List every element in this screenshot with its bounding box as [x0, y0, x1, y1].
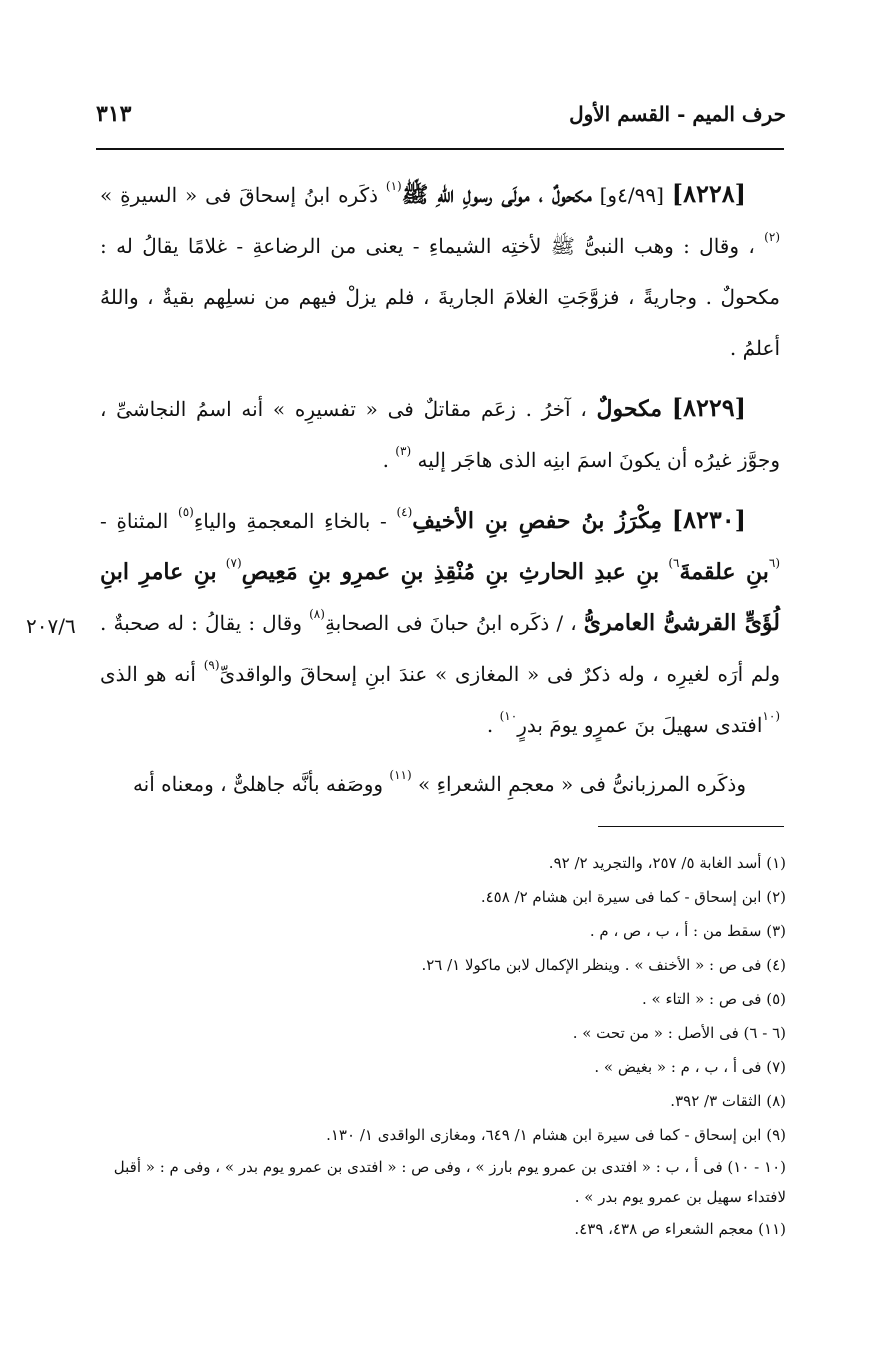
footnote-marker: (٩): [203, 658, 220, 672]
entry-number: [٨٢٢٨]: [671, 179, 747, 208]
running-head: حرف الميم - القسم الأول: [569, 102, 786, 126]
footnote: (٣) سقط من : أ ، ب ، ص ، م .: [589, 922, 786, 940]
footnote: (٤) فى ص : « الأخنف » . وينظر الإكمال لابن ماكولا ١/ ٢٦.: [421, 956, 786, 974]
footnote: (٧) فى أ ، ب ، م : « بغيض » .: [594, 1058, 786, 1076]
entry-text: ، / ذكَره ابنُ حبانَ فى الصحابةِ: [324, 611, 577, 635]
footnote-marker: ١٠): [499, 709, 518, 723]
entry-8230: [100, 494, 780, 751]
header-rule: [96, 148, 784, 150]
footnote: (١) أسد الغابة ٥/ ٢٥٧، والتجريد ٢/ ٩٢.: [548, 854, 786, 872]
footnote-marker: (١): [385, 179, 402, 193]
entry-text: أنه هو الذى: [100, 662, 196, 686]
footnote: (٥) فى ص : « التاء » .: [641, 990, 786, 1008]
footnote-marker: (٧): [225, 556, 242, 570]
entry-name: بنِ عبدِ الحارثِ بنِ مُنْقِذِ بنِ عمرِو بنِ مَعِيصِ: [241, 559, 660, 585]
footnote-rule: [598, 826, 784, 827]
footnote: (٦ - ٦) فى الأصل : « من تحت » .: [572, 1024, 786, 1042]
entry-text: ووصَفه بأنَّه جاهلىٌّ ، ومعناه أنه: [132, 772, 384, 796]
entry-text: وذكَره المرزبانىُّ فى « معجمِ الشعراءِ »: [418, 772, 746, 796]
entry-8228: [100, 168, 780, 374]
entry-text: ذكَره ابنُ إسحاقَ فى « السيرةِ »: [100, 183, 379, 207]
footnote-marker: (٤): [396, 505, 413, 519]
footnote-marker: (٣): [395, 444, 412, 458]
entry-name: مكحولٌ ، مولَى رسولِ اللهِ ﷺ: [401, 182, 592, 208]
entry-continuation: [100, 759, 780, 810]
footnote-marker: (٥): [178, 505, 194, 519]
page-header: [96, 96, 786, 132]
entry-name: بنِ علقمةَ: [679, 559, 769, 585]
entry-text: افتدى سهيلَ بنَ عمرٍو يومَ بدرٍ: [517, 713, 763, 737]
footnote: (٩) ابن إسحاق - كما فى سيرة ابن هشام ١/ ٦٤٩، ومغازى الواقدى ١/ ١٣٠.: [326, 1126, 786, 1144]
footnote-marker: (١١): [389, 768, 412, 782]
footnote-marker: (١٠: [762, 709, 780, 723]
footnote-marker: (٨): [309, 607, 325, 621]
margin-reference: ٢٠٧/٦: [26, 614, 76, 638]
footnote: (١١) معجم الشعراء ص ٤٣٨، ٤٣٩.: [574, 1220, 786, 1238]
entry-number: [٨٢٢٩]: [671, 393, 747, 422]
footnote: (١٠ - ١٠) فى أ ، ب : « افتدى بن عمرو يوم بارز » ، وفى ص : « افتدى بن عمرو يوم بدر » ، وفى م : « أقبل لافتداء سهيل بن عمرو يوم بدر » .: [113, 1158, 786, 1206]
entry-name: مكحولٌ: [596, 396, 663, 422]
entry-text: .: [486, 713, 494, 737]
footnote-marker: (٦: [768, 556, 781, 570]
footnote-marker: (٢): [764, 230, 780, 244]
footnote: (٨) الثقات ٣/ ٣٩٢.: [670, 1092, 786, 1110]
volume-reference: [٤/٩٩و]: [599, 183, 664, 207]
entry-text: - بالخاءِ المعجمةِ والياءِ: [193, 509, 387, 533]
footnote-marker: ٦): [668, 556, 680, 570]
footnote: (٢) ابن إسحاق - كما فى سيرة ابن هشام ٢/ ٤٥٨.: [480, 888, 786, 906]
entry-8229: [100, 382, 780, 486]
page-number: ٣١٣: [96, 101, 132, 127]
entry-name: بنِ عامرِ ابنِ لُؤَىٍّ القرشىُّ العامرىُّ: [100, 559, 780, 636]
entry-text: .: [382, 448, 389, 472]
entry-text: وقال : يقالُ : له صحبةٌ . ولم أرَه لغيرِه ، وله ذكرٌ فى « المغازى » عندَ ابنِ إسحاقَ والواقدىِّ: [100, 611, 780, 686]
entry-text: ، وقال : وهب النبىُّ ﷺ لأختِه الشيماءِ - يعنى من الرضاعةِ - غلامًا يقالُ له : مكحولٌ . وجاريةً ، فزوَّجَتِ الغلامَ الجاريةَ ، فلم يزلْ فيهم من نسلِهم بقيةٌ ، واللهُ أعلمُ .: [100, 234, 780, 360]
entry-name: مِكْرَزُ بنُ حفصِ بنِ الأخيفِ: [412, 508, 663, 534]
entry-text: ، آخرُ . زعَم مقاتلٌ فى « تفسيرِه » أنه اسمُ النجاشىِّ ، وجوَّز غيرُه أن يكونَ اسمَ ابنِه الذى هاجَر إليه: [100, 397, 780, 472]
main-text: [100, 168, 780, 818]
entry-number: [٨٢٣٠]: [671, 505, 747, 534]
footnotes: [96, 846, 786, 1246]
entry-text: المثناةِ -: [100, 509, 169, 533]
